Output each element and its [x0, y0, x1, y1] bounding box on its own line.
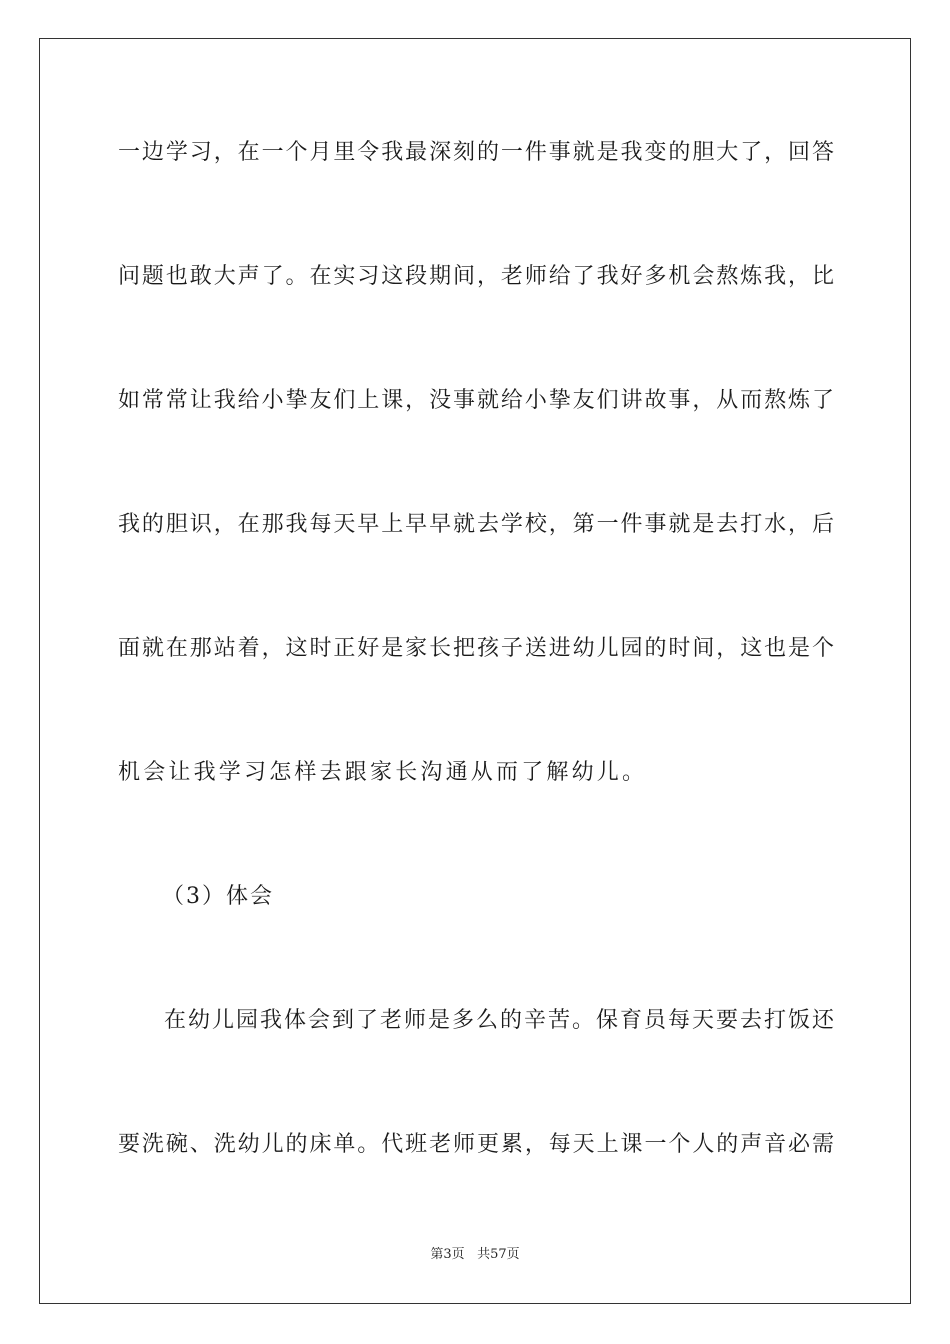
body-line-4: 我的胆识，在那我每天早上早早就去学校，第一件事就是去打水，后: [118, 512, 834, 537]
page-frame: [39, 38, 911, 1304]
body-line-3: 如常常让我给小挚友们上课，没事就给小挚友们讲故事，从而熬炼了: [118, 388, 834, 413]
para2-line-2: 要洗碗、洗幼儿的床单。代班老师更累，每天上课一个人的声音必需: [118, 1132, 834, 1157]
section-heading: （3）体会: [162, 884, 274, 909]
page-number: 第3页: [430, 1247, 465, 1262]
body-line-5: 面就在那站着，这时正好是家长把孩子送进幼儿园的时间，这也是个: [118, 636, 834, 661]
body-line-2: 问题也敢大声了。在实习这段期间，老师给了我好多机会熬炼我，比: [118, 264, 834, 289]
para2-line-1: 在幼儿园我体会到了老师是多么的辛苦。保育员每天要去打饭还: [164, 1008, 834, 1033]
body-line-6: 机会让我学习怎样去跟家长沟通从而了解幼儿。: [118, 760, 648, 785]
body-line-1: 一边学习，在一个月里令我最深刻的一件事就是我变的胆大了，回答: [118, 140, 834, 165]
page-footer: [0, 1246, 950, 1264]
page-total: 共57页: [477, 1247, 520, 1262]
